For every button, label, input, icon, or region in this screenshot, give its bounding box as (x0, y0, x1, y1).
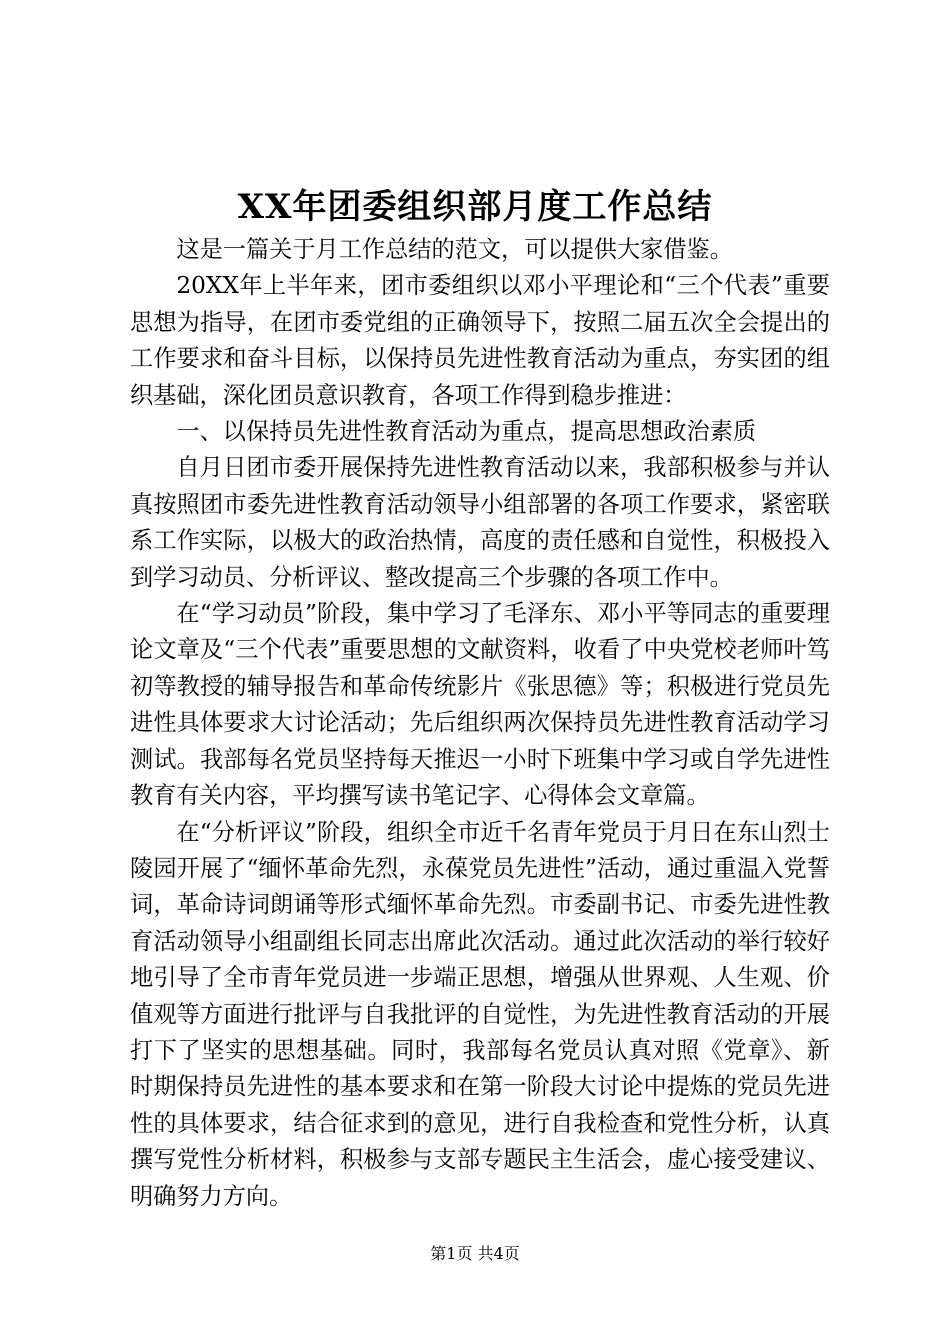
body-paragraph: 自月日团市委开展保持先进性教育活动以来，我部积极参与并认真按照团市委先进性教育活动领导小组部署的各项工作要求，紧密联系工作实际，以极大的政治热情，高度的责任感和自觉性，积极投入到学习动员、分析评议、整改提高三个步骤的各项工作中。 (130, 454, 830, 591)
intro-paragraph: 这是一篇关于月工作总结的范文，可以提供大家借鉴。 (176, 236, 733, 263)
overview-paragraph: 20XX年上半年来，团市委组织以邓小平理论和“三个代表”重要思想为指导，在团市委党组的正确领导下，按照二届五次全会提出的工作要求和奋斗目标，以保持员先进性教育活动为重点，夯实团的组织基础，深化团员意识教育，各项工作得到稳步推进： (130, 272, 830, 409)
document-title: XX年团委组织部月度工作总结 (237, 187, 713, 227)
document-body (130, 232, 830, 1215)
body-paragraph: 在“学习动员”阶段，集中学习了毛泽东、邓小平等同志的重要理论文章及“三个代表”重要思想的文献资料，收看了中央党校老师叶笃初等教授的辅导报告和革命传统影片《张思德》等；积极进行党员先进性具体要求大讨论活动；先后组织两次保持员先进性教育活动学习测试。我部每名党员坚持每天推迟一小时下班集中学习或自学先进性教育有关内容，平均撰写读书笔记字、心得体会文章篇。 (130, 600, 830, 810)
body-paragraph: 在“分析评议”阶段，组织全市近千名青年党员于月日在东山烈士陵园开展了“缅怀革命先烈，永葆党员先进性”活动，通过重温入党誓词，革命诗词朗诵等形式缅怀革命先烈。市委副书记、市委先进性教育活动领导小组副组长同志出席此次活动。通过此次活动的举行较好地引导了全市青年党员进一步端正思想，增强从世界观、人生观、价值观等方面进行批评与自我批评的自觉性，为先进性教育活动的开展打下了坚实的思想基础。同时，我部每名党员认真对照《党章》、新时期保持员先进性的基本要求和在第一阶段大讨论中提炼的党员先进性的具体要求，结合征求到的意见，进行自我检查和党性分析，认真撰写党性分析材料，积极参与支部专题民主生活会，虚心接受建议、明确努力方向。 (130, 818, 830, 1210)
section-heading: 一、以保持员先进性教育活动为重点，提高思想政治素质 (176, 418, 757, 446)
page-number-footer: 第1页 共4页 (430, 1244, 520, 1263)
